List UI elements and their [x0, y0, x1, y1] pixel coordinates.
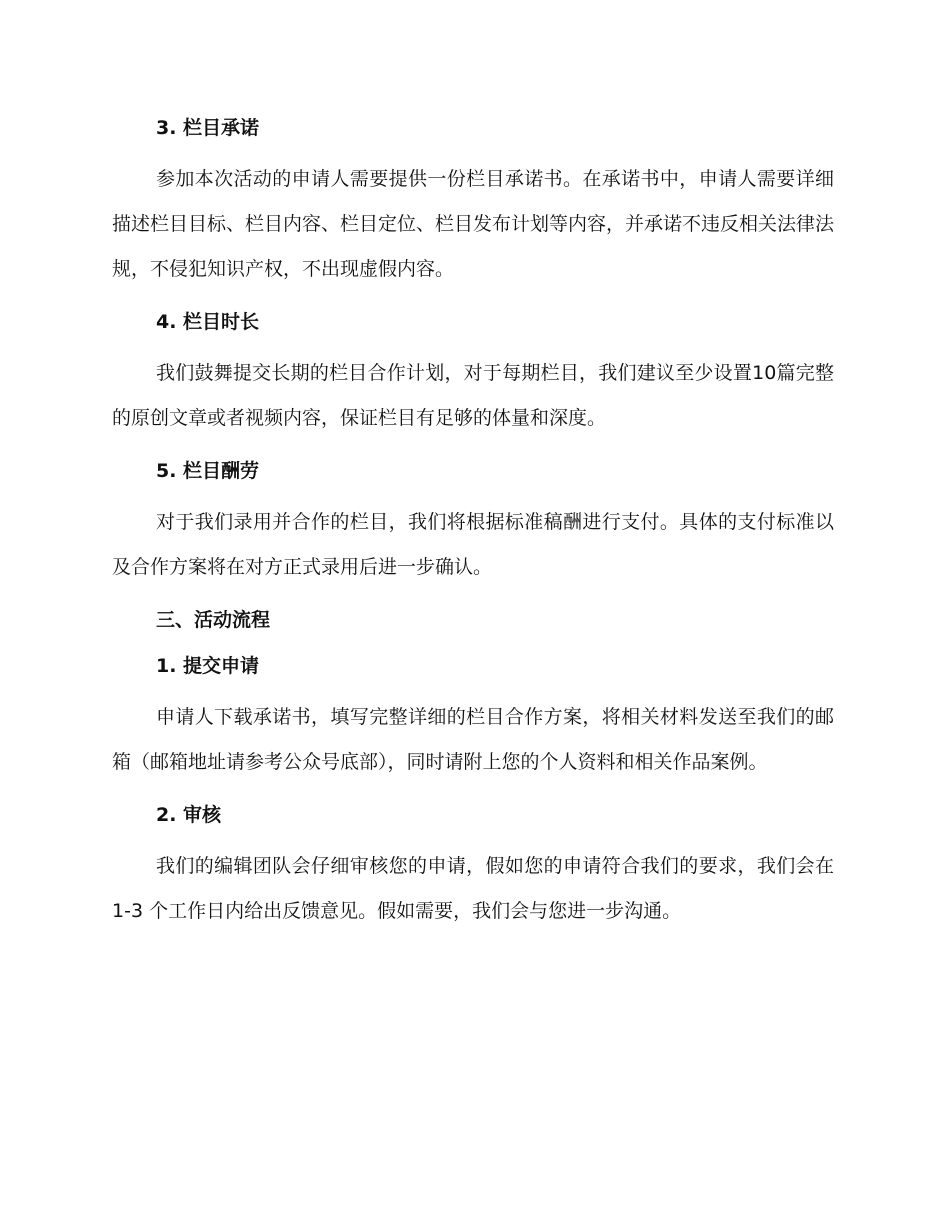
- paragraph-column-duration: 我们鼓舞提交长期的栏目合作计划，对于每期栏目，我们建议至少设置10篇完整的原创文章或者视频内容，保证栏目有足够的体量和深度。: [112, 362, 834, 429]
- section-heading-column-commitment: 3. 栏目承诺: [156, 117, 260, 139]
- section-heading-activity-process: 三、活动流程: [156, 609, 271, 631]
- section-heading-column-remuneration: 5. 栏目酬劳: [156, 460, 260, 482]
- section-heading-column-duration: 4. 栏目时长: [156, 311, 260, 333]
- section-heading-review: 2. 审核: [156, 804, 222, 826]
- document-page: [112, 112, 834, 934]
- paragraph-column-remuneration: 对于我们录用并合作的栏目，我们将根据标准稿酬进行支付。具体的支付标准以及合作方案将在对方正式录用后进一步确认。: [112, 511, 834, 578]
- section-heading-submit-application: 1. 提交申请: [156, 655, 260, 677]
- paragraph-review: 我们的编辑团队会仔细审核您的申请，假如您的申请符合我们的要求，我们会在 1-3 个工作日内给出反馈意见。假如需要，我们会与您进一步沟通。: [112, 855, 834, 922]
- paragraph-column-commitment: 参加本次活动的申请人需要提供一份栏目承诺书。在承诺书中，申请人需要详细描述栏目目标、栏目内容、栏目定位、栏目发布计划等内容，并承诺不违反相关法律法规，不侵犯知识产权，不出现虚假内容。: [112, 168, 835, 280]
- paragraph-submit-application: 申请人下载承诺书，填写完整详细的栏目合作方案，将相关材料发送至我们的邮箱（邮箱地址请参考公众号底部），同时请附上您的个人资料和相关作品案例。: [112, 706, 834, 773]
